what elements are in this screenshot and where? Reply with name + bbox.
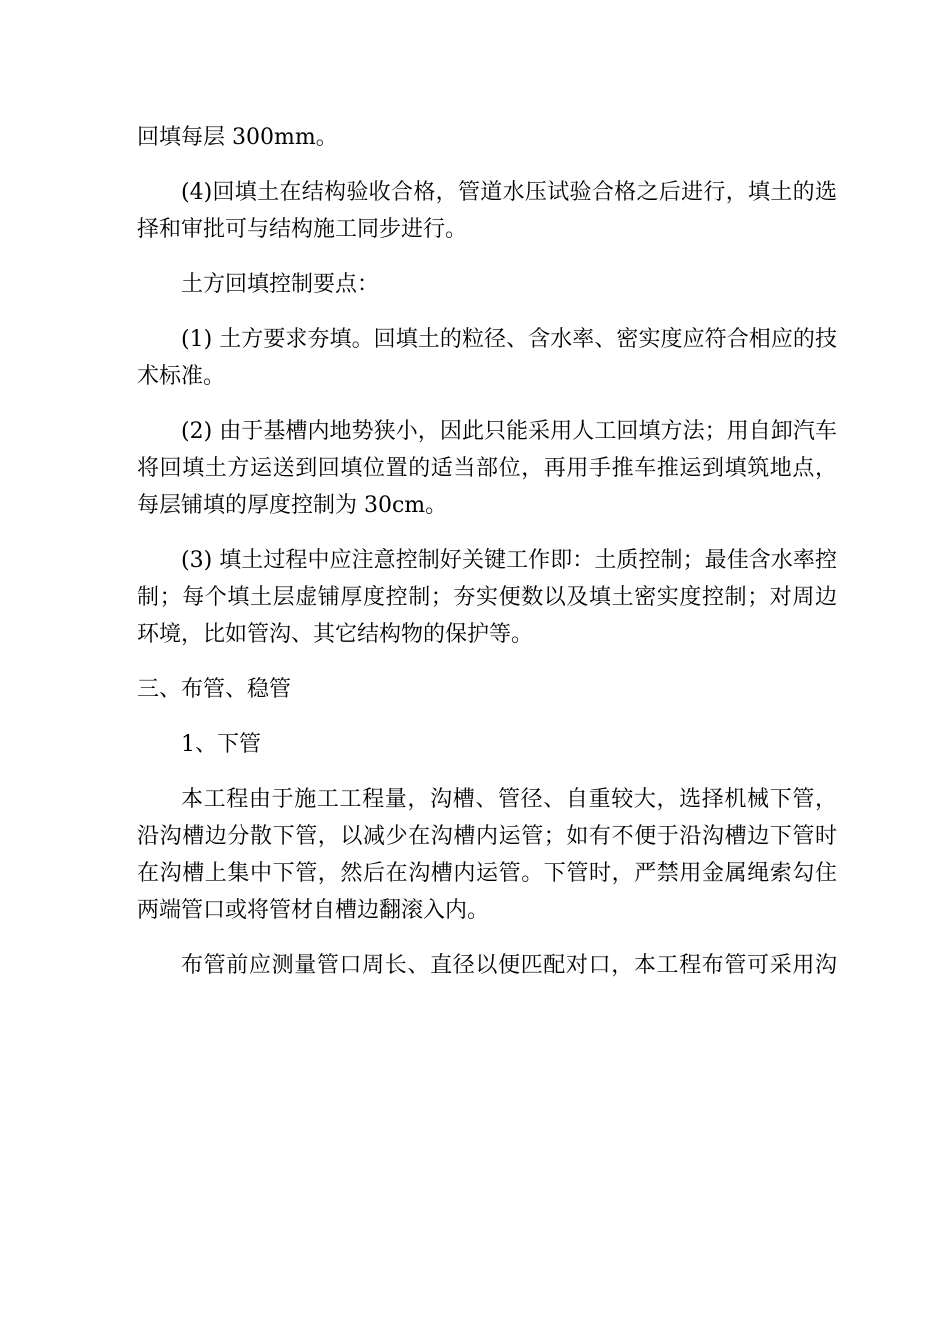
text-line: 择和审批可与结构施工同步进行。 [137, 217, 468, 242]
text-line: 在沟槽上集中下管，然后在沟槽内运管。下管时，严禁用金属绳索勾住 [137, 861, 837, 886]
text-line: 本工程由于施工工程量，沟槽、管径、自重较大，选择机械下管， [181, 787, 837, 812]
section-heading-backfill-control: 土方回填控制要点： [181, 272, 380, 297]
text-line: 两端管口或将管材自槽边翻滚入内。 [137, 898, 490, 923]
text-line-item-4: (4)回填土在结构验收合格，管道水压试验合格之后进行，填土的选 [181, 180, 837, 205]
text-line: 沿沟槽边分散下管，以减少在沟槽内运管；如有不便于沿沟槽边下管时 [137, 824, 837, 849]
text-line-item-1: (1) 土方要求夯填。回填土的粒径、含水率、密实度应符合相应的技 [181, 327, 837, 352]
text-line: 布管前应测量管口周长、直径以便匹配对口，本工程布管可采用沟 [181, 953, 837, 978]
text-line: 术标准。 [137, 364, 226, 389]
text-line-item-3: (3) 填土过程中应注意控制好关键工作即：土质控制；最佳含水率控 [181, 548, 837, 573]
text-line: 制；每个填土层虚铺厚度控制；夯实便数以及填土密实度控制；对周边 [137, 585, 837, 610]
section-heading-pipe-laying: 三、布管、稳管 [137, 677, 292, 702]
document-body [137, 119, 837, 984]
text-line: 将回填土方运送到回填位置的适当部位，再用手推车推运到填筑地点， [137, 456, 837, 481]
text-line: 每层铺填的厚度控制为 30cm。 [137, 493, 448, 518]
text-line-item-2: (2) 由于基槽内地势狭小，因此只能采用人工回填方法；用自卸汽车 [181, 419, 837, 444]
text-line: 环境，比如管沟、其它结构物的保护等。 [137, 622, 534, 647]
subsection-heading-lowering-pipe: 1、下管 [181, 732, 261, 757]
text-line-continuation: 回填每层 300mm。 [137, 125, 338, 150]
